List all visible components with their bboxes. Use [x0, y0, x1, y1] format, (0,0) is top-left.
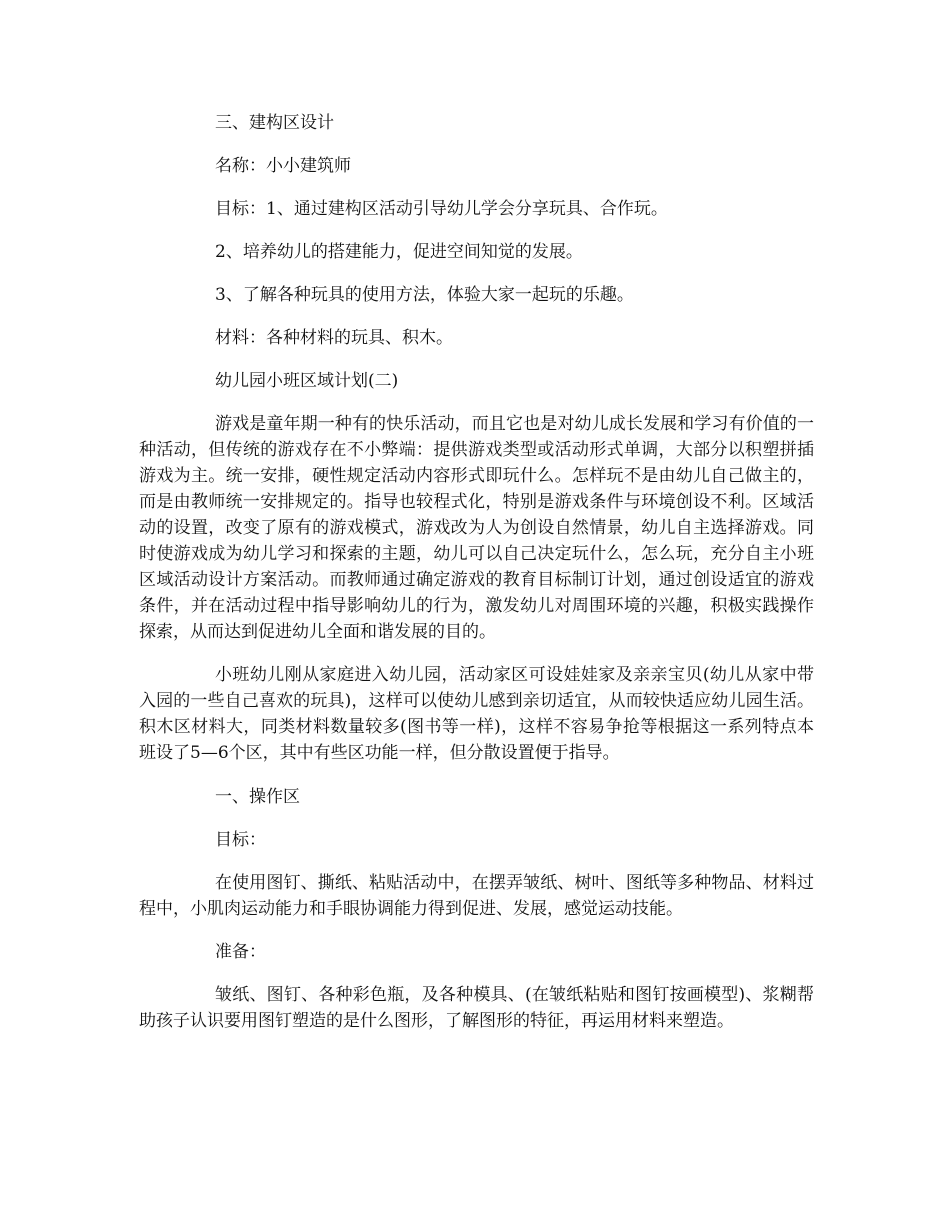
paragraph-goal-label: 目标：	[215, 830, 266, 850]
paragraph-prep-text: 皱纸、图钉、各种彩色瓶，及各种模具、(在皱纸粘贴和图钉按画模型)、浆糊帮助孩子认识要用图钉塑造的是什么图形，了解图形的特征，再运用材料来塑造。	[139, 985, 814, 1031]
paragraph-goal-3: 3、了解各种玩具的使用方法，体验大家一起玩的乐趣。	[215, 285, 634, 305]
paragraph-prep-label: 准备：	[215, 942, 266, 962]
section-title-plan-2: 幼儿园小班区域计划(二)	[215, 371, 399, 391]
section-heading-construction: 三、建构区设计	[215, 113, 334, 133]
paragraph-goal-2: 2、培养幼儿的搭建能力，促进空间知觉的发展。	[215, 242, 583, 262]
paragraph-small-class: 小班幼儿刚从家庭进入幼儿园，活动家区可设娃娃家及亲亲宝贝(幼儿从家中带入园的一些自己喜欢的玩具)，这样可以使幼儿感到亲切适宜，从而较快适应幼儿园生活。积木区材料大，同类材料数量较多(图书等一样)，这样不容易争抢等根据这一系列特点本班设了5—6个区，其中有些区功能一样，但分散设置便于指导。	[139, 665, 814, 763]
paragraph-materials: 材料：各种材料的玩具、积木。	[215, 328, 453, 348]
section-heading-operation: 一、操作区	[215, 787, 300, 807]
paragraph-goal-text: 在使用图钉、撕纸、粘贴活动中，在摆弄皱纸、树叶、图纸等多种物品、材料过程中，小肌肉运动能力和手眼协调能力得到促进、发展，感觉运动技能。	[139, 873, 814, 919]
paragraph-game-intro: 游戏是童年期一种有的快乐活动，而且它也是对幼儿成长发展和学习有价值的一种活动，但传统的游戏存在不小弊端：提供游戏类型或活动形式单调，大部分以积塑拼插游戏为主。统一安排，硬性规定活动内容形式即玩什么。怎样玩不是由幼儿自己做主的，而是由教师统一安排规定的。指导也较程式化，特别是游戏条件与环境创设不利。区域活动的设置，改变了原有的游戏模式，游戏改为人为创设自然情景，幼儿自主选择游戏。同时使游戏成为幼儿学习和探索的主题，幼儿可以自己决定玩什么，怎么玩，充分自主小班区域活动设计方案活动。而教师通过确定游戏的教育目标制订计划，通过创设适宜的游戏条件，并在活动过程中指导影响幼儿的行为，激发幼儿对周围环境的兴趣，积极实践操作探索，从而达到促进幼儿全面和谐发展的目的。	[139, 414, 814, 642]
document-body	[139, 110, 814, 1034]
paragraph-name: 名称：小小建筑师	[215, 156, 351, 176]
paragraph-goal-1: 目标：1、通过建构区活动引导幼儿学会分享玩具、合作玩。	[215, 199, 668, 219]
